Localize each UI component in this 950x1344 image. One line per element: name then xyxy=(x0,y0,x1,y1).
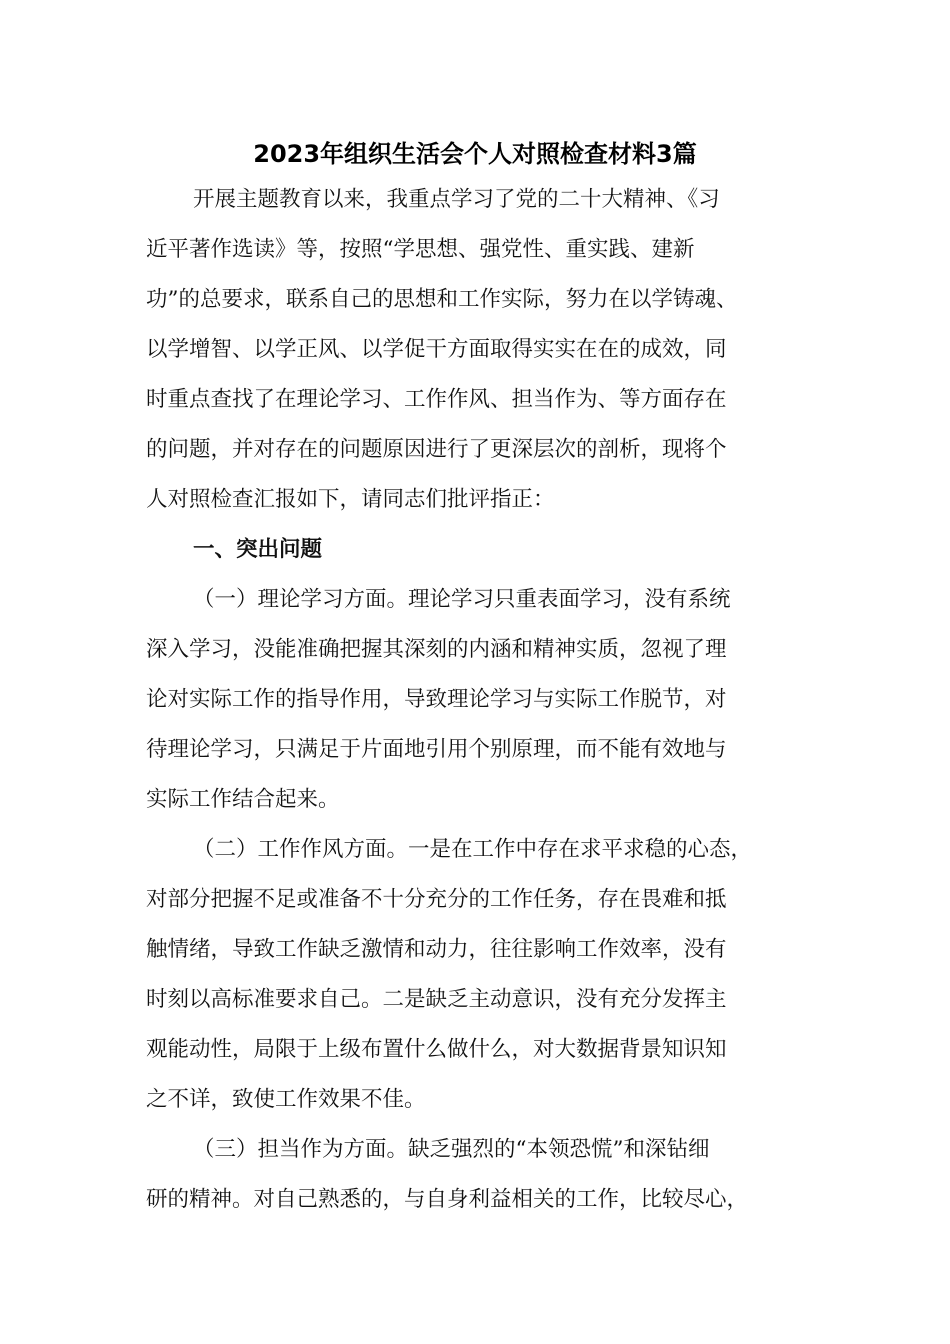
document-title: 2023年组织生活会个人对照检查材料3篇 xyxy=(253,140,697,168)
paragraph-line: （二）工作作风方面。一是在工作中存在求平求稳的心态， xyxy=(193,837,753,862)
paragraph-line: （一）理论学习方面。理论学习只重表面学习，没有系统 xyxy=(193,587,731,612)
paragraph-line: 以学增智、以学正风、以学促干方面取得实实在在的成效，同 xyxy=(146,337,727,362)
paragraph-line: 之不详，致使工作效果不佳。 xyxy=(146,1087,426,1112)
paragraph-line: 功”的总要求，联系自己的思想和工作实际，努力在以学铸魂、 xyxy=(146,287,738,312)
paragraph-line: 近平著作选读》等，按照“学思想、强党性、重实践、建新 xyxy=(146,237,695,262)
paragraph-line: 的问题，并对存在的问题原因进行了更深层次的剖析，现将个 xyxy=(146,437,727,462)
paragraph-line: 实际工作结合起来。 xyxy=(146,787,340,812)
paragraph-line: （三）担当作为方面。缺乏强烈的“本领恐慌”和深钻细 xyxy=(193,1137,710,1162)
paragraph-line: 时重点查找了在理论学习、工作作风、担当作为、等方面存在 xyxy=(146,387,727,412)
paragraph-line: 论对实际工作的指导作用，导致理论学习与实际工作脱节，对 xyxy=(146,687,727,712)
paragraph-line: 人对照检查汇报如下，请同志们批评指正： xyxy=(146,487,555,512)
paragraph-line: 触情绪，导致工作缺乏激情和动力，往往影响工作效率，没有 xyxy=(146,937,727,962)
section-heading: 一、突出问题 xyxy=(193,537,323,562)
paragraph-line: 时刻以高标准要求自己。二是缺乏主动意识，没有充分发挥主 xyxy=(146,987,727,1012)
paragraph-line: 研的精神。对自己熟悉的，与自身利益相关的工作，比较尽心， xyxy=(146,1187,749,1212)
paragraph-line: 观能动性，局限于上级布置什么做什么，对大数据背景知识知 xyxy=(146,1037,727,1062)
paragraph-line: 对部分把握不足或准备不十分充分的工作任务，存在畏难和抵 xyxy=(146,887,727,912)
paragraph-line: 深入学习，没能准确把握其深刻的内涵和精神实质，忽视了理 xyxy=(146,637,727,662)
paragraph-line: 开展主题教育以来，我重点学习了党的二十大精神、《习 xyxy=(193,187,720,212)
paragraph-line: 待理论学习，只满足于片面地引用个别原理，而不能有效地与 xyxy=(146,737,727,762)
